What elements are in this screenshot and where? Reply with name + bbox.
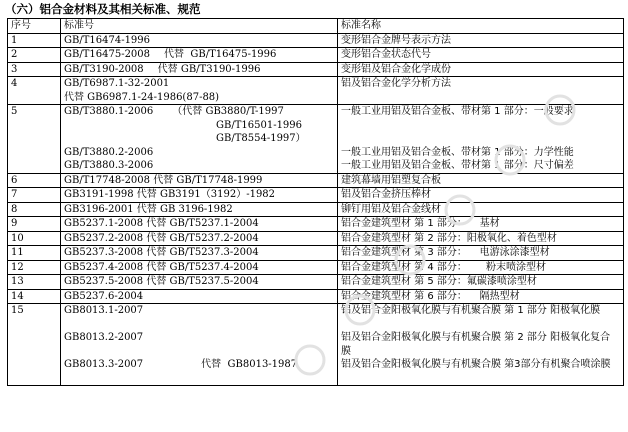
row-seq: 4: [8, 77, 61, 105]
standards-table: [7, 18, 624, 386]
standard-number: GB5237.2-2008 代替 GB/T5237.2-2004: [61, 231, 338, 246]
table-row: [8, 275, 624, 290]
section-title: （六）铝合金材料及其相关标准、规范: [5, 2, 201, 16]
table-row: [8, 105, 624, 174]
standard-name: 变形铝合金状态代号: [338, 48, 624, 63]
standard-name: 铝合金建筑型材 第 1 部分： 基材: [338, 217, 624, 232]
table-row: [8, 202, 624, 217]
row-seq: 8: [8, 202, 61, 217]
standard-name: 铝合金建筑型材 第 3 部分： 电游泳涂漆型材: [338, 246, 624, 261]
row-seq: 9: [8, 217, 61, 232]
row-seq: 11: [8, 246, 61, 261]
row-seq: 10: [8, 231, 61, 246]
standard-number: GB5237.5-2008 代替 GB/T5237.5-2004: [61, 275, 338, 290]
table-row: [8, 62, 624, 77]
header-standard-number: 标准号: [61, 19, 338, 34]
standard-name: 铝及铝合金化学分析方法: [338, 77, 624, 105]
row-seq: 12: [8, 260, 61, 275]
standard-number: GB3191-1998 代替 GB3191（3192）-1982: [61, 188, 338, 203]
header-seq: 序号: [8, 19, 61, 34]
standard-name: 铝合金建筑型材 第 6 部分： 隔热型材: [338, 289, 624, 304]
row-seq: 14: [8, 289, 61, 304]
table-row: [8, 33, 624, 48]
standard-name: 铆钉用铝及铝合金线材: [338, 202, 624, 217]
standard-number: GB3196-2001 代替 GB 3196-1982: [61, 202, 338, 217]
table-row: [8, 231, 624, 246]
standard-name: 铝合金建筑型材 第 4 部分： 粉末喷涂型材: [338, 260, 624, 275]
table-row: [8, 260, 624, 275]
standard-number: GB5237.4-2008 代替 GB/T5237.4-2004: [61, 260, 338, 275]
row-seq: 6: [8, 173, 61, 188]
table-row: [8, 304, 624, 386]
table-header-row: [8, 19, 624, 34]
row-seq: 1: [8, 33, 61, 48]
table-row: [8, 246, 624, 261]
standard-number: GB8013.1-2007 GB8013.2-2007 GB8013.3-2007 代替 GB8013-1987: [61, 304, 338, 386]
standard-number: GB/T17748-2008 代替 GB/T17748-1999: [61, 173, 338, 188]
standard-number: GB5237.1-2008 代替 GB/T5237.1-2004: [61, 217, 338, 232]
table-row: [8, 48, 624, 63]
standard-number: GB/T3880.1-2006 （代替 GB3880/T-1997 GB/T16501-1996 GB/T8554-1997） GB/T3880.2-2006 GB/T3880.3-2006: [61, 105, 338, 174]
standard-number: GB/T6987.1-32-2001 代替 GB6987.1-24-1986(87-88): [61, 77, 338, 105]
standard-name: 建筑幕墙用铝塑复合板: [338, 173, 624, 188]
standard-number: GB5237.6-2004: [61, 289, 338, 304]
standard-number: GB/T16475-2008 代替 GB/T16475-1996: [61, 48, 338, 63]
standard-number: GB5237.3-2008 代替 GB/T5237.3-2004: [61, 246, 338, 261]
row-seq: 3: [8, 62, 61, 77]
row-seq: 5: [8, 105, 61, 174]
standard-name: 变形铝合金牌号表示方法: [338, 33, 624, 48]
row-seq: 7: [8, 188, 61, 203]
header-standard-name: 标准名称: [338, 19, 624, 34]
table-row: [8, 188, 624, 203]
table-row: [8, 289, 624, 304]
row-seq: 2: [8, 48, 61, 63]
standard-number: GB/T16474-1996: [61, 33, 338, 48]
standard-name: 铝合金建筑型材 第 2 部分：阳极氧化、着色型材: [338, 231, 624, 246]
table-row: [8, 77, 624, 105]
standard-name: 铝及铝合金阳极氧化膜与有机聚合膜 第 1 部分 阳极氧化膜 铝及铝合金阳极氧化膜与有机聚合膜 第 2 部分 阳极氧化复合膜 铝及铝合金阳极氧化膜与有机聚合膜 第3部分有机聚合喷涂膜: [338, 304, 624, 386]
standard-name: 变形铝及铝合金化学成份: [338, 62, 624, 77]
row-seq: 15: [8, 304, 61, 386]
standard-name: 一般工业用铝及铝合金板、带材第 1 部分：一般要求 一般工业用铝及铝合金板、带材第 1 部分：力学性能 一般工业用铝及铝合金板、带材第 1 部分：尺寸偏差: [338, 105, 624, 174]
table-row: [8, 217, 624, 232]
table-row: [8, 173, 624, 188]
standard-number: GB/T3190-2008 代替 GB/T3190-1996: [61, 62, 338, 77]
standard-name: 铝合金建筑型材 第 5 部分：氟碳漆喷涂型材: [338, 275, 624, 290]
row-seq: 13: [8, 275, 61, 290]
standard-name: 铝及铝合金挤压棒材: [338, 188, 624, 203]
